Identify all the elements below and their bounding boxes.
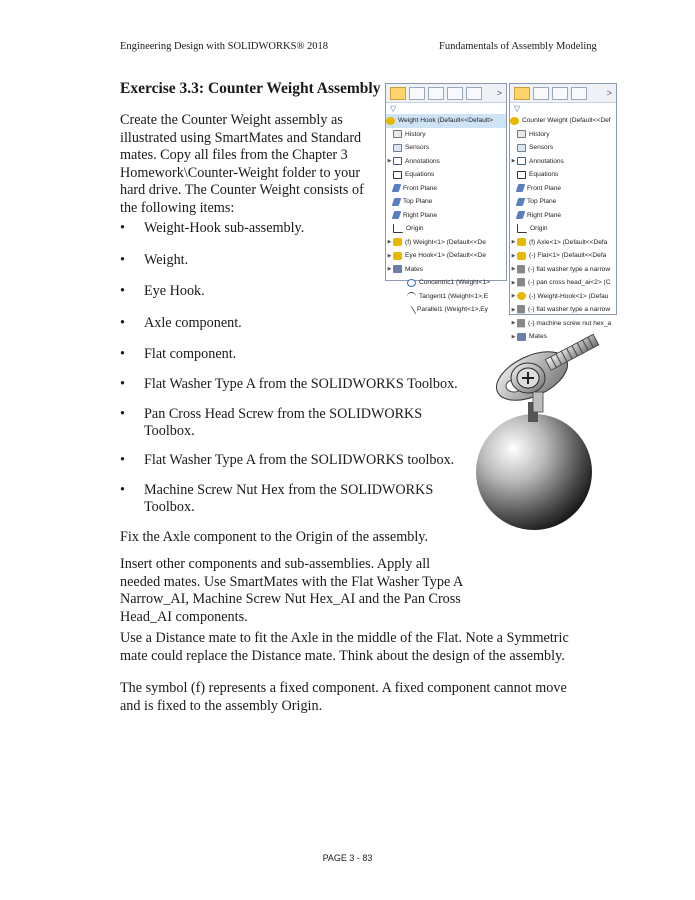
list-item: • Flat component.: [120, 346, 474, 363]
tree-item-label: (f) Weight<1> (Default<<De: [405, 238, 486, 246]
expand-arrow-icon[interactable]: ▶: [387, 239, 392, 246]
toolbox-icon: [517, 305, 525, 314]
configuration-manager-tab-icon[interactable]: [552, 87, 568, 100]
expand-arrow-icon[interactable]: ▶: [387, 158, 392, 165]
tree-item[interactable]: [386, 276, 506, 290]
tree-item-label: (f) Axle<1> (Default<<Defa: [529, 238, 608, 246]
tree-item-label: (-) Flat<1> (Default<<Defa: [529, 252, 607, 260]
plane-icon: [392, 184, 402, 192]
counter-weight-model-image: [470, 320, 610, 540]
tree-root[interactable]: Counter Weight (Default<<Def: [510, 114, 616, 128]
tree-item-label: Tangent1 (Weight<1>,E: [419, 292, 489, 300]
tree-toolbar: [510, 84, 616, 103]
configuration-manager-tab-icon[interactable]: [428, 87, 444, 100]
tree-item[interactable]: [386, 141, 506, 155]
plane-icon: [392, 198, 402, 206]
tree-item-label: Mates: [405, 265, 423, 273]
tree-item-label: History: [405, 130, 426, 138]
list-item: • Weight-Hook sub-assembly.: [120, 220, 474, 237]
list-item: • Flat Washer Type A from the SOLIDWORKS Toolbox.: [120, 376, 474, 393]
expand-arrow-icon[interactable]: ▶: [511, 293, 516, 300]
tree-item[interactable]: [510, 222, 616, 236]
tree-item-label: Origin: [406, 225, 424, 233]
plane-icon: [516, 198, 526, 206]
tree-item-label: Top Plane: [527, 198, 557, 206]
expand-arrow-icon[interactable]: ▶: [511, 266, 516, 273]
equations-icon: [517, 171, 526, 179]
tree-item[interactable]: [386, 303, 506, 317]
tree-item[interactable]: [386, 263, 506, 277]
assembly-icon: [517, 292, 526, 300]
tree-root[interactable]: Weight Hook (Default<<Default>: [386, 114, 506, 128]
page-number: PAGE 3 - 83: [322, 853, 373, 863]
part-icon: [393, 252, 402, 260]
tree-item[interactable]: [510, 195, 616, 209]
paragraph-distance-mate: Use a Distance mate to fit the Axle in the middle of the Flat. Note a Symmetric mate could replace the Distance mate. Think about the design of the assembly.: [120, 630, 569, 664]
tree-item[interactable]: [510, 128, 616, 142]
tree-item[interactable]: [510, 155, 616, 169]
list-item: • Machine Screw Nut Hex from the SOLIDWORKS Toolbox.: [120, 482, 474, 516]
tree-item-label: (-) machine screw nut hex_a: [528, 319, 612, 327]
expand-arrow-icon[interactable]: ▶: [387, 266, 392, 273]
list-item: • Flat Washer Type A from the SOLIDWORKS toolbox.: [120, 452, 474, 469]
tree-item[interactable]: [510, 182, 616, 196]
weight-sphere: [476, 414, 592, 530]
assembly-icon: [510, 117, 519, 125]
list-item: • Eye Hook.: [120, 283, 474, 300]
tree-item[interactable]: [510, 290, 616, 304]
annotations-icon: [517, 157, 526, 165]
intro-paragraph: Create the Counter Weight assembly as illustrated using SmartMates and Standard mates. Copy all files from the Chapter 3 Homework\Counter-Weight folder to your hard drive. The Counter Weight consists of the following items:: [120, 112, 364, 216]
tree-item-label: Front Plane: [527, 184, 562, 192]
list-item: • Axle component.: [120, 315, 474, 332]
property-manager-tab-icon[interactable]: [409, 87, 425, 100]
list-item: • Pan Cross Head Screw from the SOLIDWORKS Toolbox.: [120, 406, 474, 440]
plane-icon: [516, 211, 526, 219]
dimxpert-tab-icon[interactable]: [571, 87, 587, 100]
tree-item-label: Annotations: [405, 157, 440, 165]
plane-icon: [392, 211, 402, 219]
tree-item[interactable]: [510, 263, 616, 277]
feature-manager-tab-icon[interactable]: [390, 87, 406, 100]
paragraph-insert-components: Insert other components and sub-assemblies. Apply all needed mates. Use SmartMates with the Flat Washer Type A Narrow_AI, Machine Screw Nut Hex_AI and the Pan Cross Head_AI components.: [120, 556, 463, 625]
header-left: Engineering Design with SOLIDWORKS® 2018: [120, 41, 329, 52]
tree-item[interactable]: [386, 290, 506, 304]
expand-arrow-icon[interactable]: ▶: [511, 279, 516, 286]
expand-arrow-icon[interactable]: ▶: [511, 320, 516, 327]
tree-item-label: Sensors: [529, 144, 554, 152]
part-icon: [393, 238, 402, 246]
plane-icon: [516, 184, 526, 192]
mates-icon: [393, 265, 402, 273]
history-icon: [393, 130, 402, 138]
weight-hook-feature-tree: [385, 83, 507, 314]
assembly-icon: [386, 117, 395, 125]
tree-item[interactable]: [510, 168, 616, 182]
tree-item-label: History: [529, 130, 550, 138]
tree-item-label: (-) Weight-Hook<1> (Defau: [529, 292, 609, 300]
tree-item-label: Mates: [529, 333, 547, 341]
sensors-icon: [517, 144, 526, 152]
tree-item[interactable]: [386, 155, 506, 169]
tree-item[interactable]: [510, 276, 616, 290]
paragraph-fix-axle: Fix the Axle component to the Origin of the assembly.: [120, 529, 429, 545]
tree-toolbar: [386, 84, 506, 103]
tree-item-label: (-) flat washer type a narrow: [528, 265, 611, 273]
tangent-mate-icon: [407, 292, 416, 301]
dimxpert-tab-icon[interactable]: [447, 87, 463, 100]
filter-icon[interactable]: ▽: [390, 104, 397, 113]
part-icon: [517, 238, 526, 246]
tree-item[interactable]: [386, 168, 506, 182]
header-right: Fundamentals of Assembly Modeling: [439, 41, 597, 52]
tree-item[interactable]: [386, 222, 506, 236]
history-icon: [517, 130, 526, 138]
tree-item[interactable]: [386, 128, 506, 142]
tree-item[interactable]: [510, 303, 616, 317]
tree-item[interactable]: [386, 249, 506, 263]
expand-arrow-icon[interactable]: ▶: [511, 252, 516, 259]
sensors-icon: [393, 144, 402, 152]
toolbox-icon: [517, 278, 525, 287]
tree-item-label: Front Plane: [403, 184, 438, 192]
paragraph-fixed-symbol: The symbol (f) represents a fixed component. A fixed component cannot move and is fixed to the assembly Origin.: [120, 680, 567, 714]
expand-arrow-icon[interactable]: ▶: [511, 333, 516, 340]
tree-item-label: Right Plane: [527, 211, 562, 219]
origin-icon: [393, 224, 403, 233]
chevron-right-icon[interactable]: >: [496, 88, 502, 98]
tree-item-label: Equations: [529, 171, 559, 179]
tree-item[interactable]: [510, 209, 616, 223]
expand-arrow-icon[interactable]: ▶: [511, 239, 516, 246]
tree-item-label: Origin: [530, 225, 548, 233]
tree-item-label: Right Plane: [403, 211, 438, 219]
part-icon: [517, 252, 526, 260]
tree-item[interactable]: [510, 141, 616, 155]
concentric-mate-icon: [407, 279, 416, 287]
tree-item-label: Sensors: [405, 144, 430, 152]
display-manager-tab-icon[interactable]: [466, 87, 482, 100]
property-manager-tab-icon[interactable]: [533, 87, 549, 100]
tree-item-label: Annotations: [529, 157, 564, 165]
exercise-title: Exercise 3.3: Counter Weight Assembly: [120, 80, 381, 97]
tree-item-label: Eye Hook<1> (Default<<De: [405, 252, 487, 260]
tree-item[interactable]: [510, 236, 616, 250]
counter-weight-feature-tree: [509, 83, 617, 341]
tree-item-label: (-) pan cross head_ai<2> (C: [528, 279, 611, 287]
expand-arrow-icon[interactable]: ▶: [511, 306, 516, 313]
tree-item[interactable]: [510, 249, 616, 263]
expand-arrow-icon[interactable]: ▶: [387, 252, 392, 259]
tree-item[interactable]: [386, 236, 506, 250]
tree-item[interactable]: [386, 182, 506, 196]
tree-item-label: Top Plane: [403, 198, 433, 206]
tree-item-label: Equations: [405, 171, 435, 179]
chevron-right-icon[interactable]: >: [606, 88, 612, 98]
annotations-icon: [393, 157, 402, 165]
eye-hook: [533, 392, 543, 412]
equations-icon: [393, 171, 402, 179]
tree-item-label: (-) flat washer type a narrow: [528, 306, 611, 314]
tree-item[interactable]: [386, 209, 506, 223]
filter-icon[interactable]: ▽: [514, 104, 521, 113]
parallel-mate-icon: [405, 306, 417, 314]
expand-arrow-icon[interactable]: ▶: [511, 158, 516, 165]
list-item: • Weight.: [120, 252, 474, 269]
feature-manager-tab-icon[interactable]: [514, 87, 530, 100]
tree-item-label: Concentric1 (Weight<1>: [419, 279, 490, 287]
tree-item-label: Parallel1 (Weight<1>,Ey: [417, 306, 488, 314]
toolbox-icon: [517, 265, 525, 274]
tree-item[interactable]: [386, 195, 506, 209]
origin-icon: [517, 224, 527, 233]
